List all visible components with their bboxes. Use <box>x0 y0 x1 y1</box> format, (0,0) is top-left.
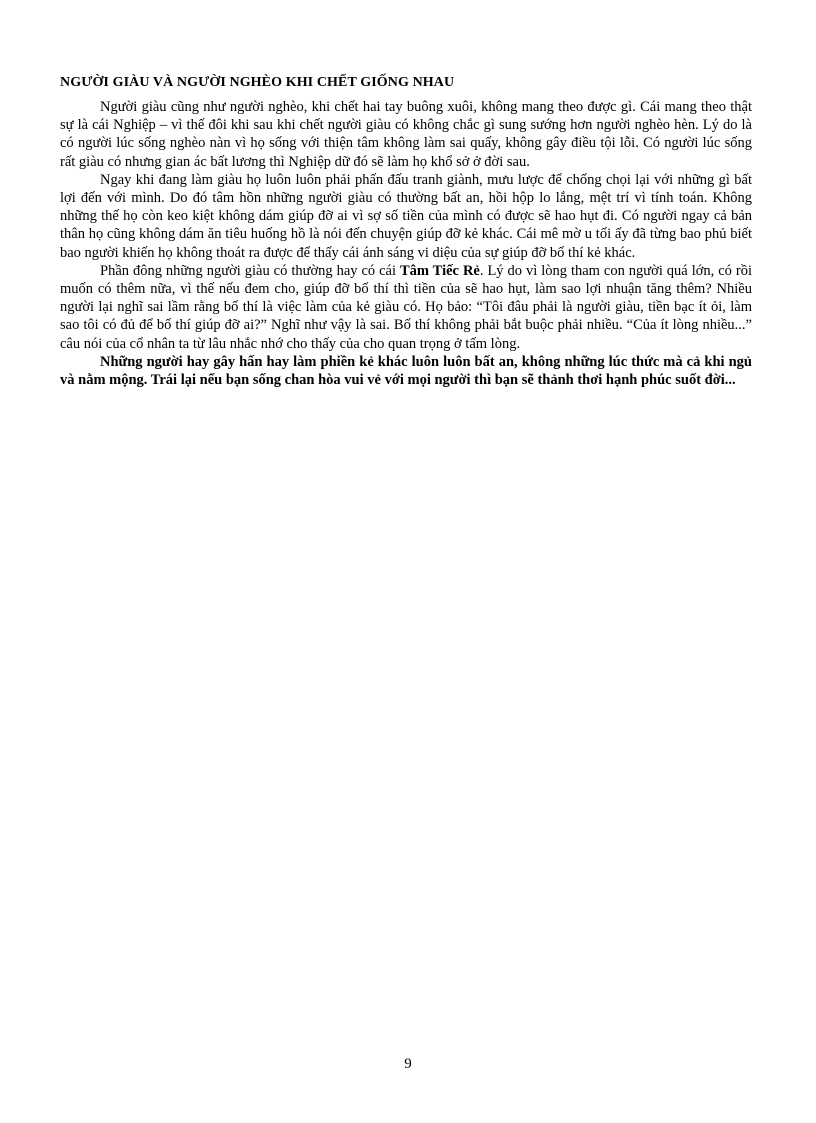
paragraph-3-before: Phần đông những người giàu có thường hay có cái <box>100 262 400 279</box>
document-page <box>60 74 752 389</box>
paragraph-3 <box>60 262 752 353</box>
paragraph-1: Người giàu cũng như người nghèo, khi chết hai tay buông xuôi, không mang theo được gì. Cái mang theo thật sự là cái Nghiệp – vì thế đôi khi sau khi chết người giàu có không chắc gì sung sướng hơn người nghèo hèn. Lý do là có người lúc sống nghèo nàn vì họ sống với thiện tâm không làm sai quấy, không gây điều tội lỗi. Có người lúc sống rất giàu có nhưng gian ác bất lương thì Nghiệp dữ đó sẽ làm họ khổ sở ở đời sau. <box>60 99 752 170</box>
document-title: NGƯỜI GIÀU VÀ NGƯỜI NGHÈO KHI CHẾT GIỐNG NHAU <box>60 75 455 90</box>
page-number: 9 <box>404 1056 412 1072</box>
paragraph-3-emphasis: Tâm Tiếc Rẻ <box>399 262 480 279</box>
paragraph-2: Ngay khi đang làm giàu họ luôn luôn phải phấn đấu tranh giành, mưu lược để chống chọi lại với những gì bất lợi đến với mình. Do đó tâm hồn những người giàu có thường bất an, hồi hộp lo lắng, mệt trí vì tính toán. Không những thế họ còn keo kiệt không dám giúp đỡ ai vì sợ số tiền của mình có được sẽ hao hụt đi. Có người ngay cả bản thân họ cũng không dám ăn tiêu huống hồ là nói đến chuyện giúp đỡ kẻ khác. Cái mê mờ u tối ấy đã từng bao phủ biết bao người khiến họ không thoát ra được để thấy cái ánh sáng vi diệu của sự giúp đỡ bố thí kẻ khác. <box>60 171 752 261</box>
paragraph-4-bold: Những người hay gây hấn hay làm phiền kẻ khác luôn luôn bất an, không những lúc thức mà cả khi ngủ và nằm mộng. Trái lại nếu bạn sống chan hòa vui vẻ với mọi người thì bạn sẽ thảnh thơi hạnh phúc suốt đời... <box>60 353 752 389</box>
paragraph-3-after: . Lý do vì lòng tham con người quá lớn, có rồi muốn có thêm nữa, vì thế nếu đem cho, giúp đỡ bố thí thì tiền của sẽ hao hụt, làm sao lợi nhuận tăng thêm? Nhiều người lại nghĩ sai lầm rằng bố thí là việc làm của kẻ giàu có. Họ bảo: “Tôi đâu phải là người giàu, tiền bạc ít ỏi, làm sao tôi có đủ để bố thí giúp đỡ ai?” Nghĩ như vậy là sai. Bố thí không phải bắt buộc phải nhiều. “Của ít lòng nhiều...” câu nói của cổ nhân ta từ lâu nhắc nhớ cho thấy của cho quan trọng ở tấm lòng. <box>60 262 752 352</box>
